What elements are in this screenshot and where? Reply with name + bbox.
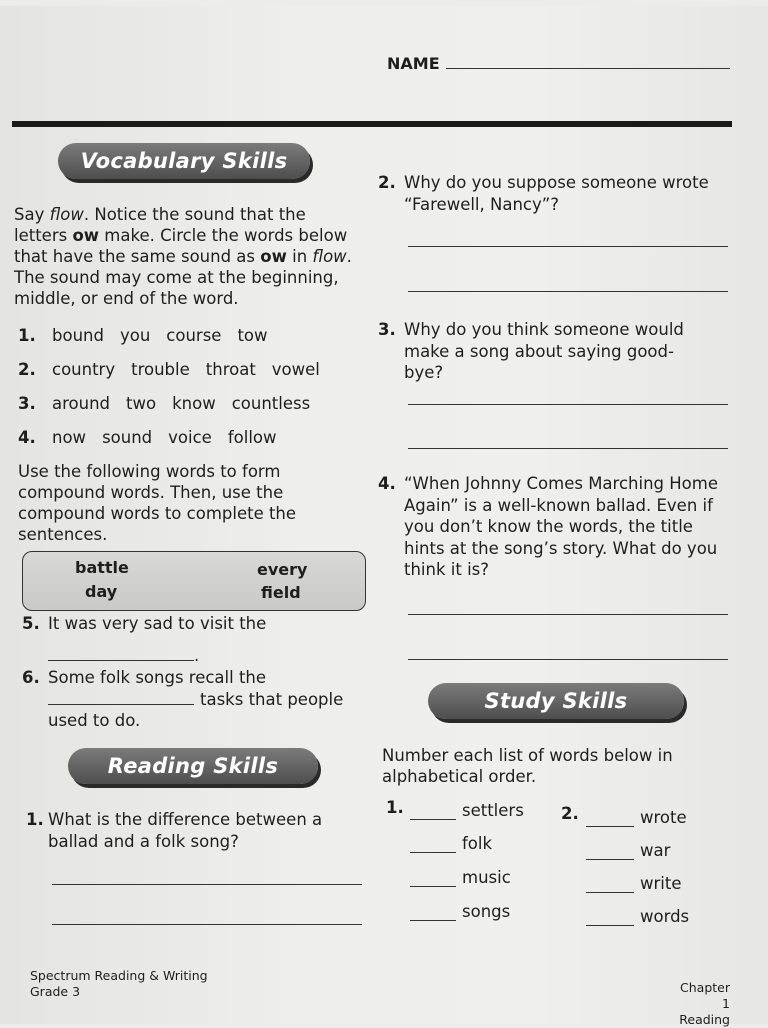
answer-blank[interactable] xyxy=(586,878,634,893)
answer-blank[interactable] xyxy=(410,872,456,887)
word-choice[interactable]: tow xyxy=(237,326,268,345)
word-row-2: 2. country trouble throat vowel xyxy=(18,360,320,379)
word-choice[interactable]: two xyxy=(126,394,157,413)
answer-line[interactable] xyxy=(408,246,728,247)
answer-line[interactable] xyxy=(408,404,728,405)
word-choice[interactable]: know xyxy=(172,394,216,413)
alpha-item: folk xyxy=(410,834,492,853)
alpha-item: wrote xyxy=(586,808,687,827)
answer-blank[interactable] xyxy=(48,690,194,705)
word-box-word: field xyxy=(261,583,301,602)
word-row-3: 3. around two know countless xyxy=(18,394,311,413)
word-choice[interactable]: bound xyxy=(52,326,104,345)
answer-line[interactable] xyxy=(408,291,728,292)
alpha-item: war xyxy=(586,841,670,860)
compound-instructions: Use the following words to form compound words. Then, use the compound words to complete the sentences. xyxy=(18,462,297,544)
answer-line[interactable] xyxy=(52,924,362,925)
answer-blank[interactable] xyxy=(410,805,456,820)
list-2-number: 2. xyxy=(561,804,579,823)
question-2: 2. Why do you suppose someone wrote “Farewell, Nancy”? xyxy=(378,173,709,214)
word-row-1: 1. bound you course tow xyxy=(18,326,268,345)
alpha-item: music xyxy=(410,868,511,887)
question-4: 4. “When Johnny Comes Marching Home Again” is a well-known ballad. Even if you don’t know the words, the title hints at the song’s story. What do you think it is? xyxy=(378,474,718,579)
answer-line[interactable] xyxy=(408,614,728,615)
word-box xyxy=(22,551,366,611)
answer-blank[interactable] xyxy=(586,911,634,926)
vocabulary-skills-banner: Vocabulary Skills xyxy=(58,143,310,179)
alpha-item: songs xyxy=(410,902,510,921)
reading-skills-banner: Reading Skills xyxy=(68,748,318,784)
word-choice[interactable]: countless xyxy=(231,394,311,413)
word-choice[interactable]: follow xyxy=(227,428,277,447)
word-choice[interactable]: throat xyxy=(205,360,256,379)
footer-left: Spectrum Reading & Writing Grade 3 xyxy=(30,968,208,999)
footer-right: Chapter 1 Reading xyxy=(679,980,730,1027)
question-5: 5. It was very sad to visit the . xyxy=(22,614,267,665)
word-choice[interactable]: sound xyxy=(102,428,153,447)
vocabulary-intro: Say flow. Notice the sound that the letters ow make. Circle the words below that have the same sound as ow in flow. The sound may come at the beginning, middle, or end of the word. xyxy=(14,205,352,308)
answer-line[interactable] xyxy=(408,659,728,660)
answer-line[interactable] xyxy=(52,884,362,885)
word-choice[interactable]: now xyxy=(52,428,87,447)
word-box-word: every xyxy=(257,560,308,579)
word-choice[interactable]: voice xyxy=(168,428,212,447)
alpha-item: words xyxy=(586,907,689,926)
word-choice[interactable]: vowel xyxy=(271,360,320,379)
word-box-word: day xyxy=(85,582,118,601)
question-3: 3. Why do you think someone would make a song about saying good-bye? xyxy=(378,320,684,382)
word-row-4: 4. now sound voice follow xyxy=(18,428,277,447)
list-1-number: 1. xyxy=(386,798,404,817)
answer-blank[interactable] xyxy=(48,646,194,661)
worksheet-page xyxy=(0,6,768,1027)
answer-line[interactable] xyxy=(408,448,728,449)
reading-question-1: 1. What is the difference between a ballad and a folk song? xyxy=(26,810,323,851)
question-6: 6. Some folk songs recall the tasks that people used to do. xyxy=(22,668,344,730)
name-line xyxy=(446,68,730,69)
study-skills-banner: Study Skills xyxy=(428,683,684,719)
alpha-item: settlers xyxy=(410,801,524,820)
word-choice[interactable]: around xyxy=(52,394,111,413)
word-choice[interactable]: you xyxy=(119,326,151,345)
name-label: NAME xyxy=(387,54,440,73)
answer-blank[interactable] xyxy=(410,906,456,921)
word-choice[interactable]: course xyxy=(166,326,222,345)
word-choice[interactable]: trouble xyxy=(131,360,190,379)
answer-blank[interactable] xyxy=(410,838,456,853)
study-instructions: Number each list of words below in alphabetical order. xyxy=(382,746,673,786)
alpha-item: write xyxy=(586,874,681,893)
word-box-word: battle xyxy=(75,558,129,577)
answer-blank[interactable] xyxy=(586,845,634,860)
top-rule xyxy=(12,121,732,127)
answer-blank[interactable] xyxy=(586,812,634,827)
word-choice[interactable]: country xyxy=(52,360,116,379)
